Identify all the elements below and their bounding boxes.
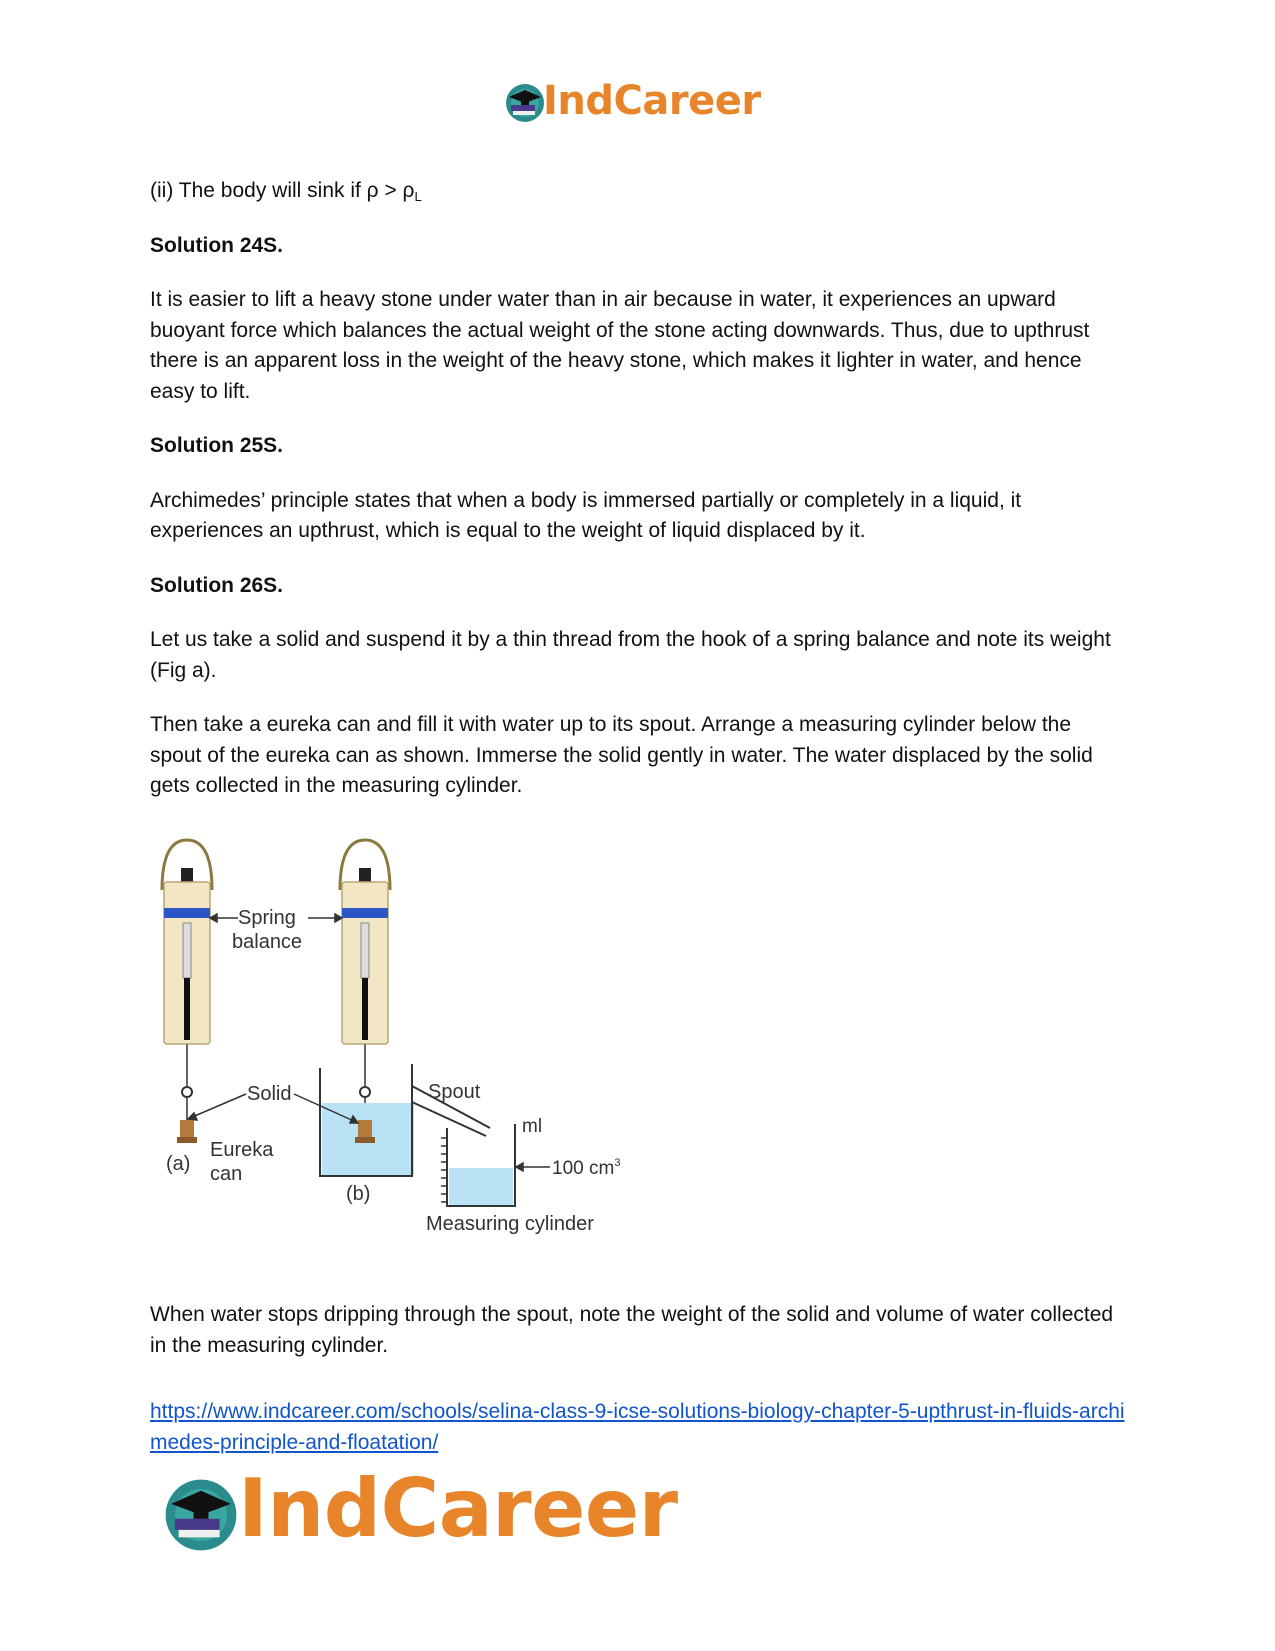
- header-logo-text: IndCareer: [543, 78, 761, 124]
- label-fig-b: (b): [346, 1183, 371, 1205]
- label-can: can: [210, 1163, 243, 1185]
- header-logo: [503, 80, 773, 126]
- solution-25-title: Solution 25S.: [150, 434, 284, 457]
- solution-26-paragraph-2: Then take a eureka can and fill it with water up to its spout. Arrange a measuring cylinder below the spout of the eureka can as shown. Immerse the solid gently in water. The water displaced by the solid gets collected in the measuring cylinder.: [150, 713, 1093, 797]
- label-balance: balance: [232, 931, 303, 953]
- archimedes-experiment-figure: [150, 828, 670, 1264]
- footer-logo-text: IndCareer: [238, 1462, 678, 1555]
- solution-24-title: Solution 24S.: [150, 233, 284, 257]
- label-ml: ml: [522, 1116, 543, 1137]
- label-spring: Spring: [238, 907, 296, 929]
- footer-logo: [160, 1462, 700, 1562]
- label-measuring-cylinder: Measuring cylinder: [426, 1213, 594, 1235]
- source-link[interactable]: https://www.indcareer.com/schools/selina-class-9-icse-solutions-biology-chapter-5-upthrust-in-fluids-archimedes-principle-and-floatation/: [150, 1400, 1125, 1454]
- measuring-cylinder: [441, 1124, 515, 1206]
- label-eureka: Eureka: [210, 1139, 274, 1161]
- label-volume: 100 $cm^3$: [552, 1157, 621, 1179]
- spring-balance-a: [162, 840, 212, 1143]
- label-spout: Spout: [428, 1081, 481, 1103]
- graduation-globe-icon: [503, 81, 547, 125]
- label-fig-a: (a): [166, 1153, 191, 1175]
- solution-26-paragraph-3: When water stops dripping through the spout, note the weight of the solid and volume of water collected in the measuring cylinder.: [150, 1303, 1114, 1357]
- page-content: [150, 176, 1125, 802]
- solution-26-paragraph-1: Let us take a solid and suspend it by a thin thread from the hook of a spring balance and note its weight (Fig a).: [150, 628, 1111, 682]
- solution-26-title: Solution 26S.: [150, 573, 284, 597]
- page-content-after-figure: [150, 1300, 1125, 1458]
- solution-25-text: Archimedes’ principle states that when a body is immersed partially or completely in a liquid, it experiences an upthrust, which is equal to the weight of liquid displaced by it.: [150, 488, 1022, 542]
- solution-24-text: It is easier to lift a heavy stone under water than in air because in water, it experiences an upward buoyant force which balances the actual weight of the stone acting downwards. Thus, due to upthrust there is an apparent loss in the weight of the heavy stone, which makes it lighter in water, and hence easy to lift.: [150, 288, 1090, 403]
- spring-balance-b: [340, 840, 390, 1120]
- graduation-globe-icon: [160, 1474, 242, 1556]
- sink-condition-line: (ii) The body will sink if $\rho > \rho_L$: [150, 179, 422, 204]
- label-solid: Solid: [247, 1083, 292, 1105]
